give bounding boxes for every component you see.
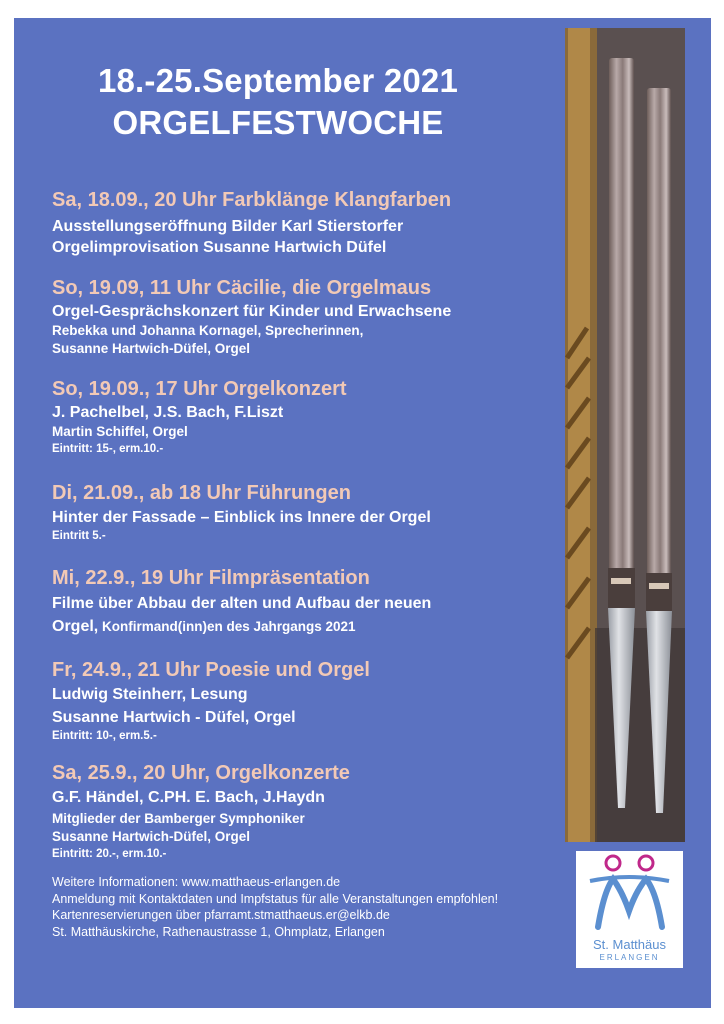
event-2 bbox=[52, 276, 552, 358]
event-3 bbox=[52, 377, 552, 457]
footer-reservation: Kartenreservierungen über pfarramt.stmatthaeus.er@elkb.de bbox=[52, 908, 390, 922]
event-line: Mitglieder der Bamberger Symphoniker bbox=[52, 811, 305, 826]
event-4 bbox=[52, 481, 552, 544]
event-line: Ausstellungseröffnung Bilder Karl Stierstorfer bbox=[52, 218, 404, 235]
event-heading: Sa, 18.09., 20 Uhr Farbklänge Klangfarben bbox=[52, 189, 452, 211]
logo-name: St. Matthäus bbox=[593, 937, 666, 952]
logo-figures-icon bbox=[576, 851, 683, 936]
event-1 bbox=[52, 188, 552, 258]
event-heading: Di, 21.09., ab 18 Uhr Führungen bbox=[52, 482, 351, 504]
event-line: Susanne Hartwich - Düfel, Orgel bbox=[52, 709, 296, 726]
footer-address: St. Matthäuskirche, Rathenaustrasse 1, Ohmplatz, Erlangen bbox=[52, 924, 385, 939]
footer-website: Weitere Informationen: www.matthaeus-erlangen.de bbox=[52, 875, 341, 889]
event-line: Ludwig Steinherr, Lesung bbox=[52, 686, 248, 703]
event-line: G.F. Händel, C.PH. E. Bach, J.Haydn bbox=[52, 789, 325, 806]
logo-city: ERLANGEN bbox=[599, 953, 660, 962]
event-line: Susanne Hartwich-Düfel, Orgel bbox=[52, 341, 251, 356]
poster-main-title: ORGELFESTWOCHE bbox=[112, 104, 444, 141]
event-line: Eintritt 5.- bbox=[52, 530, 106, 542]
event-line: Eintritt: 10-, erm.5.- bbox=[52, 730, 157, 742]
footer-registration: Anmeldung mit Kontaktdaten und Impfstatus für alle Veranstaltungen empfohlen! bbox=[52, 891, 499, 906]
event-7 bbox=[52, 761, 552, 862]
event-heading: So, 19.09, 11 Uhr Cäcilie, die Orgelmaus bbox=[52, 277, 432, 299]
event-line: Rebekka und Johanna Kornagel, Sprecherinnen, bbox=[52, 323, 364, 338]
event-line: Hinter der Fassade – Einblick ins Innere der Orgel bbox=[52, 509, 431, 526]
event-line: Orgelimprovisation Susanne Hartwich Düfel bbox=[52, 239, 387, 256]
event-line: Eintritt: 15-, erm.10.- bbox=[52, 443, 164, 455]
event-line-part: Orgel, bbox=[52, 618, 99, 635]
poster-date-title: 18.-25.September 2021 bbox=[97, 62, 459, 99]
event-6 bbox=[52, 658, 552, 744]
event-5 bbox=[52, 566, 552, 637]
event-line-combined bbox=[52, 616, 552, 637]
event-line: Susanne Hartwich-Düfel, Orgel bbox=[52, 829, 251, 844]
event-line: Martin Schiffel, Orgel bbox=[52, 424, 188, 439]
event-line: Orgel-Gesprächskonzert für Kinder und Erwachsene bbox=[52, 303, 452, 320]
event-heading: Mi, 22.9., 19 Uhr Filmpräsentation bbox=[52, 567, 370, 589]
event-line-part: Konfirmand(inn)en des Jahrgangs 2021 bbox=[98, 619, 356, 634]
event-line: Eintritt: 20.-, erm.10.- bbox=[52, 848, 167, 860]
church-logo bbox=[576, 851, 683, 968]
event-heading: Sa, 25.9., 20 Uhr, Orgelkonzerte bbox=[52, 762, 350, 784]
event-heading: Fr, 24.9., 21 Uhr Poesie und Orgel bbox=[52, 659, 370, 681]
event-line: J. Pachelbel, J.S. Bach, F.Liszt bbox=[52, 404, 284, 421]
footer-info bbox=[52, 874, 572, 940]
event-heading: So, 19.09., 17 Uhr Orgelkonzert bbox=[52, 378, 347, 400]
organ-pipes-photo bbox=[565, 28, 685, 842]
event-line: Filme über Abbau der alten und Aufbau der neuen bbox=[52, 595, 432, 612]
